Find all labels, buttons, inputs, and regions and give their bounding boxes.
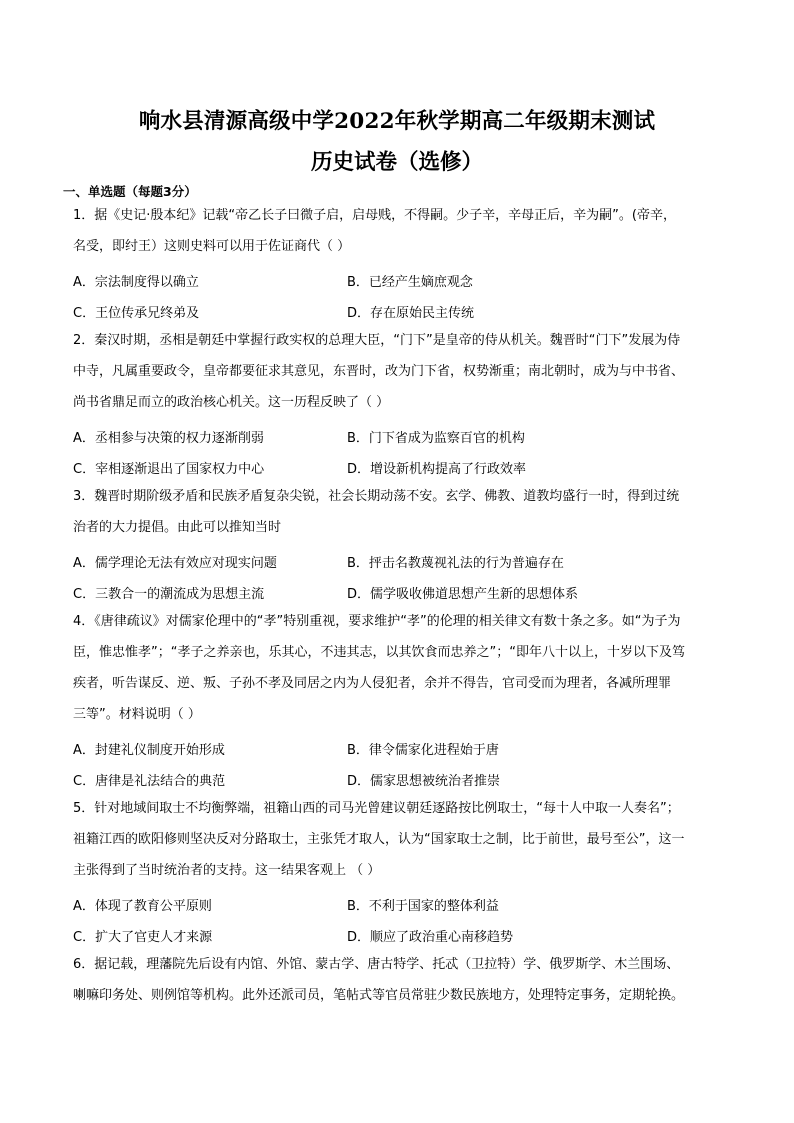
question-5-line-2: 祖籍江西的欧阳修则坚决反对分路取士，主张凭才取人，认为“国家取士之制，比于前世，最号至公”，这一: [73, 832, 685, 847]
question-4-option-b: B．律令儒家化进程始于唐: [347, 743, 499, 758]
question-4-line-3: 疾者，听告谋反、逆、叛、子孙不孝及同居之内为人侵犯者，余并不得告，官司受而为理者，各减所理罪: [73, 676, 672, 691]
question-5-option-b: B．不利于国家的整体利益: [347, 899, 499, 914]
question-1-line-2: 名受，即纣王）这则史料可以用于佐证商代（ ）: [73, 239, 351, 254]
question-2-option-a: A．丞相参与决策的权力逐渐削弱: [73, 431, 264, 446]
question-4-option-d: D．儒家思想被统治者推崇: [347, 774, 501, 789]
question-5-option-c: C．扩大了官吏人才来源: [73, 930, 213, 945]
question-2-option-d: D．增设新机构提高了行政效率: [347, 462, 527, 477]
question-3-option-a: A．儒学理论无法有效应对现实问题: [73, 556, 277, 571]
question-1-line-1: 1．据《史记·殷本纪》记载“帝乙长子曰微子启，启母贱，不得嗣。少子辛，辛母正后，辛为嗣”。(帝辛，: [73, 208, 676, 223]
question-2-option-b: B．门下省成为监察百官的机构: [347, 431, 525, 446]
question-4-option-c: C．唐律是礼法结合的典范: [73, 774, 226, 789]
question-1-option-c: C．王位传承兄终弟及: [73, 306, 200, 321]
question-2-line-1: 2．秦汉时期，丞相是朝廷中掌握行政实权的总理大臣，“门下”是皇帝的侍从机关。魏晋时“门下”发展为侍: [73, 333, 681, 348]
question-3-line-2: 治者的大力提倡。由此可以推知当时: [73, 520, 282, 535]
question-5-option-a: A．体现了教育公平原则: [73, 899, 212, 914]
question-1-option-d: D．存在原始民主传统: [347, 306, 475, 321]
section-heading: 一、单选题（每题3分）: [63, 184, 197, 199]
question-4-option-a: A．封建礼仪制度开始形成: [73, 743, 225, 758]
question-4-line-2: 臣，惟忠惟孝”；“孝子之养亲也，乐其心，不违其志，以其饮食而忠养之”；“即年八十以上，十岁以下及笃: [73, 645, 685, 660]
question-4-line-4: 三等”。材料说明（ ）: [73, 707, 201, 722]
question-1-option-b: B．已经产生嫡庶观念: [347, 275, 473, 290]
question-5-option-d: D．顺应了政治重心南移趋势: [347, 930, 514, 945]
question-6-line-1: 6．据记载，理藩院先后设有内馆、外馆、蒙古学、唐古特学、托忒（卫拉特）学、俄罗斯学、木兰围场、: [73, 957, 680, 972]
question-5-line-3: 主张得到了当时统治者的支持。这一结果客观上 （ ）: [73, 863, 381, 878]
question-3-line-1: 3．魏晋时期阶级矛盾和民族矛盾复杂尖锐，社会长期动荡不安。玄学、佛教、道教均盛行一时，得到过统: [73, 489, 680, 504]
exam-subtitle: 历史试卷（选修）: [310, 150, 483, 175]
question-2-line-3: 尚书省鼎足而立的政治核心机关。这一历程反映了（ ）: [73, 395, 390, 410]
question-5-line-1: 5．针对地域间取士不均衡弊端，祖籍山西的司马光曾建议朝廷逐路按比例取士，“每十人中取一人奏名”；: [73, 801, 680, 816]
question-4-line-1: 4．《唐律疏议》对儒家伦理中的“孝”特别重视，要求维护“孝”的伦理的相关律文有数十条之多。如“为子为: [73, 614, 681, 629]
question-1-option-a: A．宗法制度得以确立: [73, 275, 199, 290]
exam-title: 响水县清源高级中学2022年秋学期高二年级期末测试: [138, 109, 656, 134]
question-3-option-d: D．儒学吸收佛道思想产生新的思想体系: [347, 587, 579, 602]
question-6-line-2: 喇嘛印务处、则例馆等机构。此外还派司员，笔帖式等官员常驻少数民族地方，处理特定事务，定期轮换。: [73, 988, 685, 1003]
question-3-option-c: C．三教合一的潮流成为思想主流: [73, 587, 265, 602]
question-3-option-b: B．抨击名教蔑视礼法的行为普遍存在: [347, 556, 564, 571]
question-2-line-2: 中寺，凡属重要政令，皇帝都要征求其意见，东晋时，改为门下省，权势渐重；南北朝时，成为与中书省、: [73, 364, 685, 379]
question-2-option-c: C．宰相逐渐退出了国家权力中心: [73, 462, 265, 477]
